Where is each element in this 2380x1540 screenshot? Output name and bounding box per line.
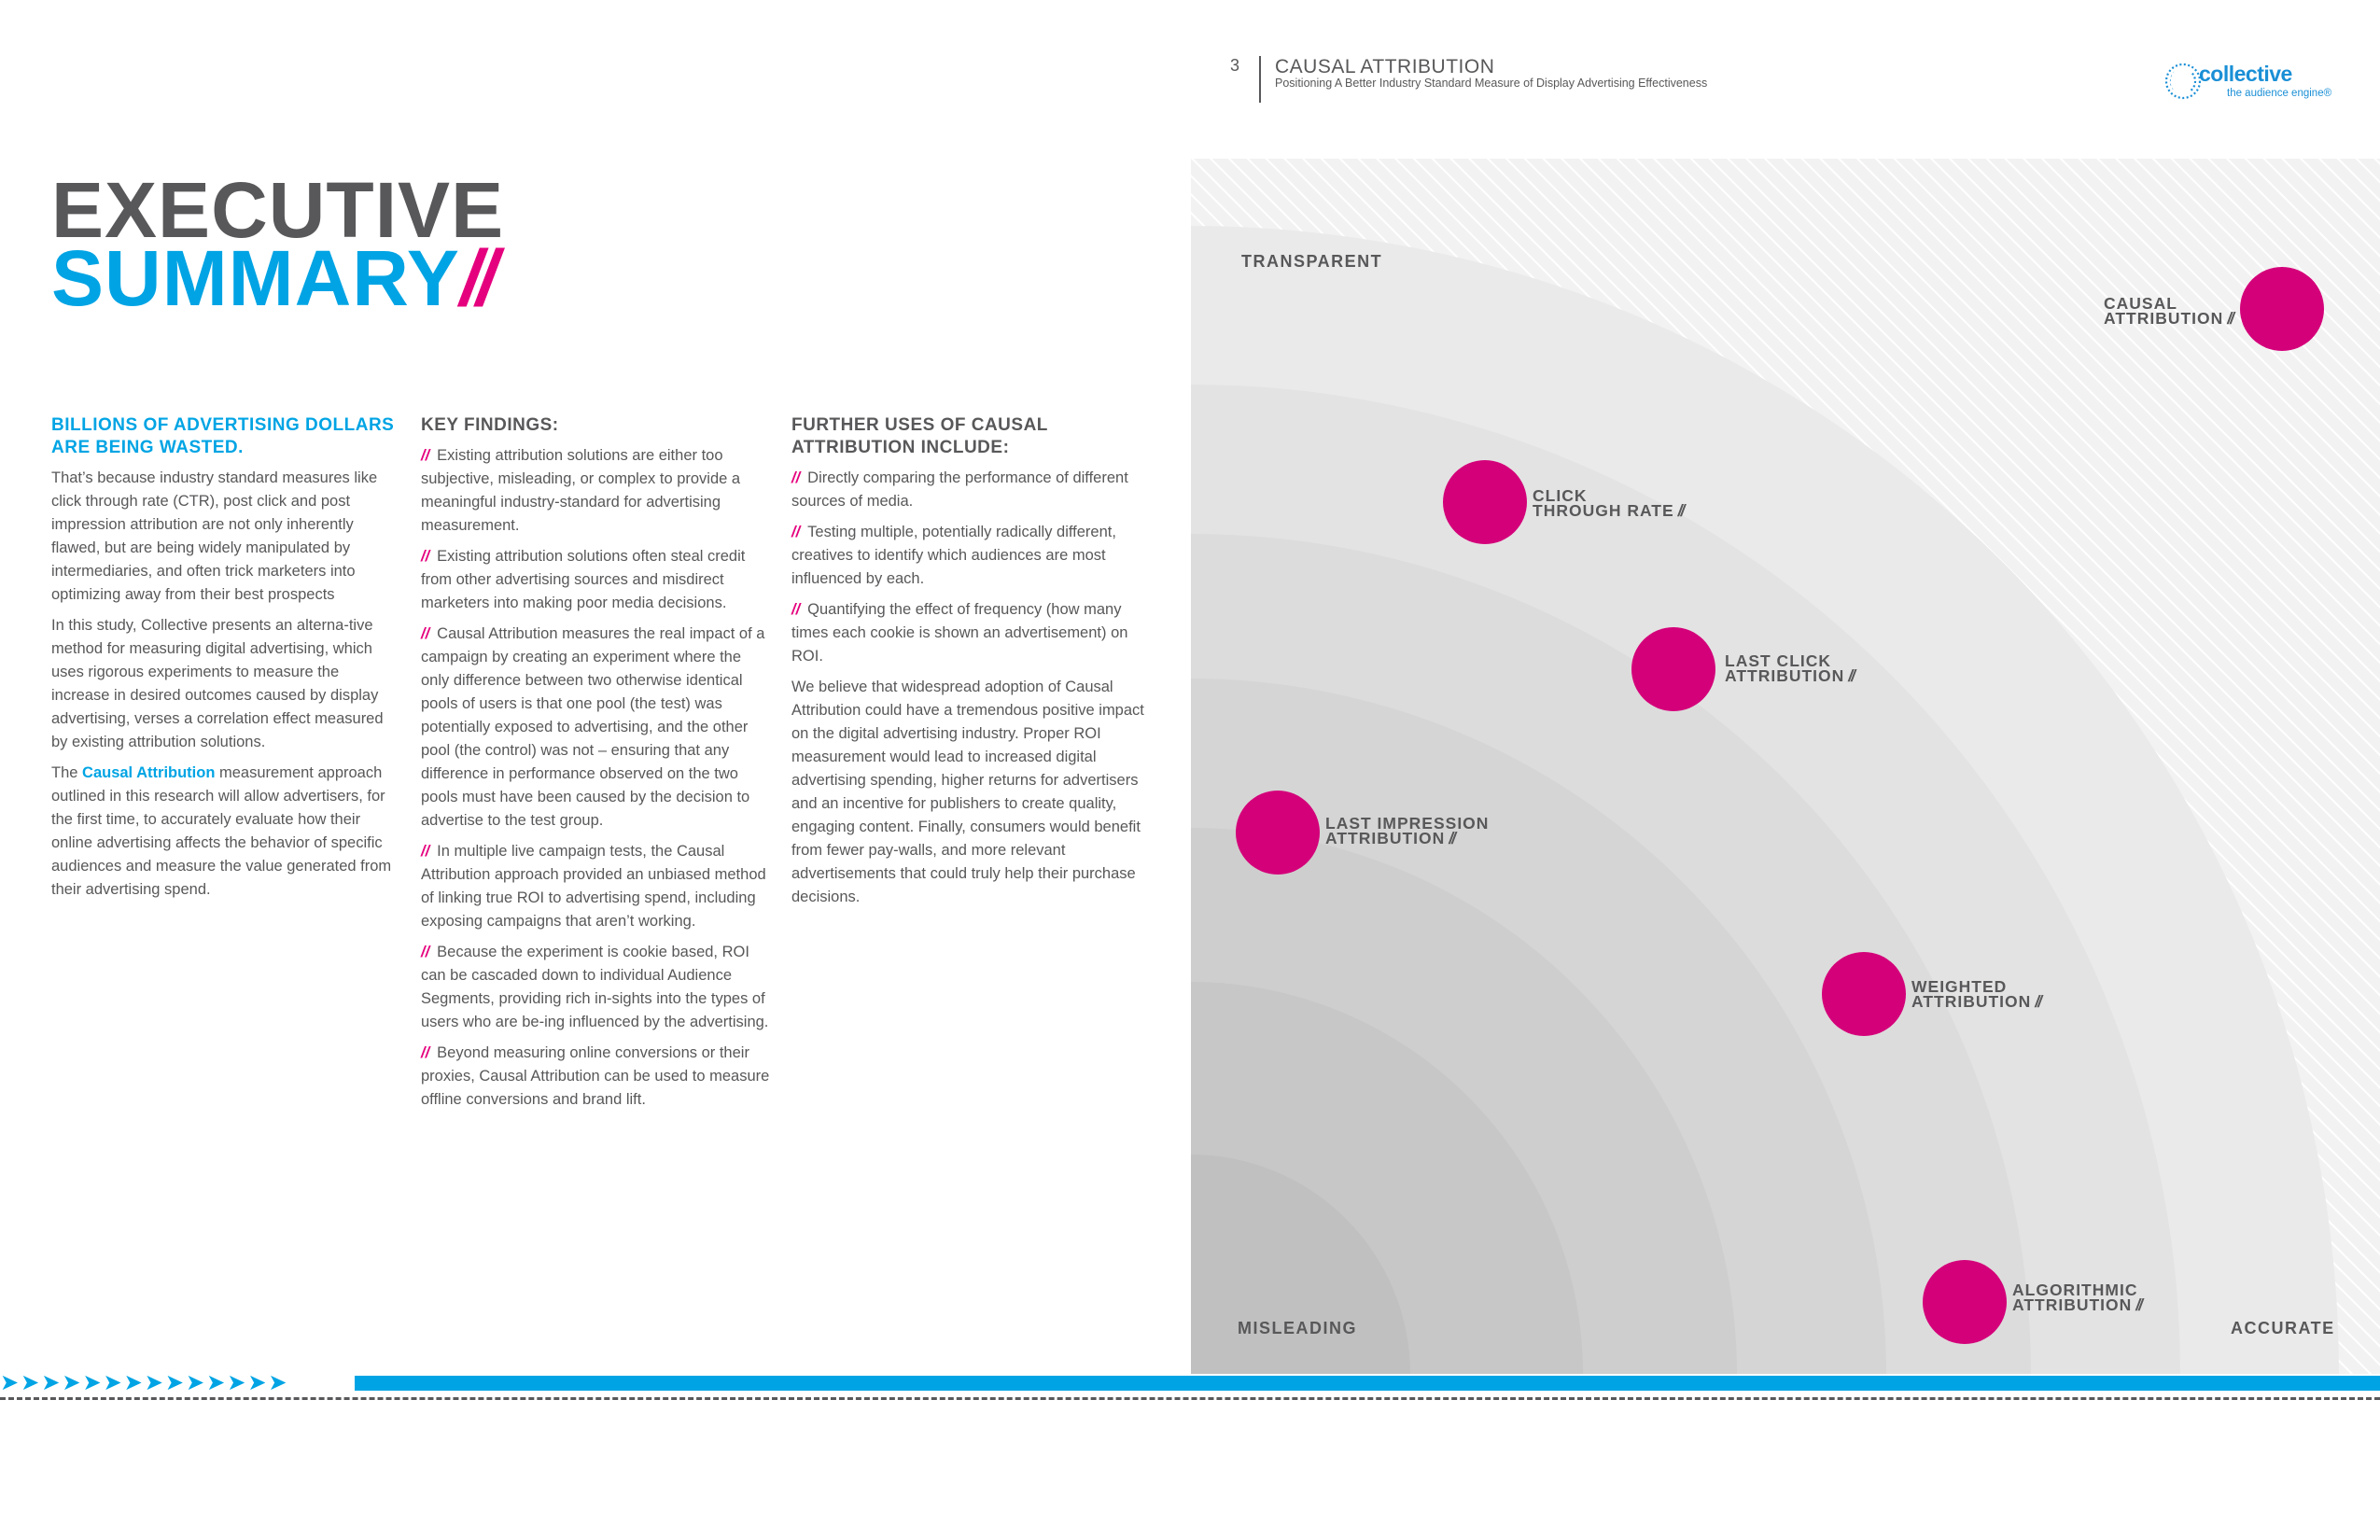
intro-p3-pre: The (51, 764, 83, 781)
bullet-slash-icon: // (421, 944, 430, 960)
further-use-item (791, 467, 1146, 513)
node-slash-icon: // (2035, 992, 2041, 1011)
bullet-slash-icon: // (421, 1044, 430, 1061)
node-slash-icon: // (1848, 666, 1855, 685)
node-label-last-impression-attribution (1325, 816, 1489, 846)
node-slash-icon: // (2135, 1295, 2142, 1314)
intro-column (51, 414, 401, 909)
logo-name: collective (2199, 62, 2292, 86)
node-slash-icon: // (1449, 829, 1455, 847)
key-finding-text: Existing attribution solutions are either too subjective, misleading, or complex to provide a meaningful industry-standard for advertising measurement. (421, 447, 741, 534)
intro-paragraph-2: In this study, Collective presents an alterna-tive method for measuring digital advertising, which uses rigorous experiments to measure the increase in desired outcomes caused by display advertising, verses a correlation effect measured by existing attribution solutions. (51, 617, 384, 750)
further-use-text: Quantifying the effect of frequency (how many times each cookie is shown an advertisement) on ROI. (791, 601, 1128, 665)
node-label-line1: LAST CLICK (1725, 651, 1832, 670)
node-label-line2: ATTRIBUTION (2012, 1295, 2133, 1314)
node-label-line1: ALGORITHMIC (2012, 1281, 2138, 1299)
footer-bar (355, 1376, 2380, 1391)
key-findings-column (421, 414, 771, 1119)
intro-paragraph-1: That’s because industry standard measures like click through rate (CTR), post click and post impression attribution are not only inherently flawed, but are being widely manipulated by intermediaries, and often trick marketers into optimizing away from their best prospects (51, 469, 378, 603)
key-finding-text: Causal Attribution measures the real impact of a campaign by creating an experiment where the only difference between two otherwise identical pools of users is that one pool (the test) was potentially exposed to advertising, and the other pool (the control) was not – ensuring that any difference in performance observed on the two pools must have been caused by the decision to advertise to the test group. (421, 625, 765, 829)
header-divider (1259, 56, 1261, 103)
node-causal-attribution (2240, 267, 2324, 351)
node-label-click-through-rate (1533, 488, 1683, 518)
intro-heading: BILLIONS OF ADVERTISING DOLLARS ARE BEING WASTED. (51, 415, 395, 457)
closing-paragraph: We believe that widespread adoption of Causal Attribution could have a tremendous positive impact on the digital advertising industry. Proper ROI measurement would lead to increased digital advertising spending, higher returns for advertisers and an incentive for publishers to create quality, engaging content. Finally, consumers would benefit from fewer pay-walls, and more relevant advertisements that could truly help their purchase decisions. (791, 679, 1144, 905)
node-label-line2: ATTRIBUTION (1725, 666, 1845, 685)
diagram-rings (1191, 159, 2380, 1374)
axis-label-accurate: ACCURATE (2231, 1319, 2335, 1337)
node-label-line2: ATTRIBUTION (1911, 992, 2032, 1011)
bullet-slash-icon: // (421, 843, 430, 860)
footer-arrows-icon: ➤➤➤➤➤➤➤➤➤➤➤➤➤➤ (0, 1370, 289, 1395)
logo-tagline: the audience engine® (2227, 88, 2332, 99)
header-title: CAUSAL ATTRIBUTION (1275, 56, 1495, 77)
node-label-algorithmic-attribution (2012, 1282, 2141, 1312)
causal-attribution-highlight: Causal Attribution (82, 764, 216, 781)
key-findings-heading: KEY FINDINGS: (421, 415, 559, 435)
node-label-line2: THROUGH RATE (1533, 501, 1674, 520)
key-finding-item (421, 545, 771, 615)
intro-p3-post: measurement approach outlined in this research will allow advertisers, for the first time, to accurately evaluate how their online advertising affects the behavior of specific audiences and measure the value generated from their advertising spend. (51, 764, 392, 898)
page-title-line2 (51, 234, 493, 322)
page-title-word: SUMMARY (51, 234, 460, 322)
node-label-line1: LAST IMPRESSION (1325, 814, 1490, 833)
key-finding-text: Beyond measuring online conversions or their proxies, Causal Attribution can be used to measure offline conversions and brand lift. (421, 1044, 770, 1108)
bullet-slash-icon: // (791, 601, 801, 618)
further-use-item (791, 521, 1146, 591)
node-last-click-attribution (1631, 627, 1715, 711)
collective-logo (2163, 62, 2331, 105)
key-finding-text: Because the experiment is cookie based, ROI can be cascaded down to individual Audience Segments, providing rich in-sights into the types of users who are be-ing influenced by the advertising. (421, 944, 769, 1030)
header-subtitle: Positioning A Better Industry Standard Measure of Display Advertising Effectiveness (1275, 77, 1708, 90)
axis-label-transparent: TRANSPARENT (1241, 252, 1383, 271)
further-uses-column (791, 414, 1146, 917)
page-number: 3 (1230, 56, 1240, 75)
further-use-text: Directly comparing the performance of different sources of media. (791, 469, 1128, 510)
node-slash-icon: // (2227, 309, 2233, 328)
node-label-line2: ATTRIBUTION (1325, 829, 1446, 847)
node-click-through-rate (1443, 460, 1527, 544)
further-use-text: Testing multiple, potentially radically different, creatives to identify which audiences are most influenced by each. (791, 524, 1116, 587)
bullet-slash-icon: // (791, 469, 801, 486)
key-finding-item (421, 444, 771, 538)
node-label-weighted-attribution (1911, 979, 2040, 1009)
bullet-slash-icon: // (421, 447, 430, 464)
node-label-line1: CAUSAL (2104, 294, 2177, 313)
axis-label-misleading: MISLEADING (1238, 1319, 1358, 1337)
bullet-slash-icon: // (421, 625, 430, 642)
node-last-impression-attribution (1236, 791, 1320, 875)
key-finding-item (421, 623, 771, 833)
footer-dashed-rule (0, 1397, 2380, 1400)
page-title-line1: EXECUTIVE (51, 166, 505, 254)
node-algorithmic-attribution (1923, 1260, 2007, 1344)
key-finding-text: Existing attribution solutions often steal credit from other advertising sources and misdirect marketers into making poor media decisions. (421, 548, 746, 611)
key-finding-item (421, 840, 771, 933)
node-label-last-click-attribution (1725, 653, 1854, 683)
node-label-line2: ATTRIBUTION (2104, 309, 2224, 328)
bullet-slash-icon: // (791, 524, 801, 540)
further-use-item (791, 598, 1146, 668)
collective-logo-icon (2163, 62, 2203, 101)
node-label-causal-attribution (2104, 296, 2233, 326)
bullet-slash-icon: // (421, 548, 430, 565)
intro-paragraph-3 (51, 762, 401, 902)
further-uses-heading: FURTHER USES OF CAUSAL ATTRIBUTION INCLUDE: (791, 415, 1048, 457)
attribution-quadrant-diagram (1191, 159, 2380, 1374)
title-slashes: // (459, 234, 493, 322)
key-finding-text: In multiple live campaign tests, the Causal Attribution approach provided an unbiased method of linking true ROI to advertising spend, including exposing campaigns that aren’t working. (421, 843, 766, 930)
key-finding-item (421, 941, 771, 1034)
node-label-line1: WEIGHTED (1911, 977, 2008, 996)
key-finding-item (421, 1042, 771, 1112)
node-slash-icon: // (1677, 501, 1684, 520)
node-weighted-attribution (1822, 952, 1906, 1036)
node-label-line1: CLICK (1533, 486, 1588, 505)
